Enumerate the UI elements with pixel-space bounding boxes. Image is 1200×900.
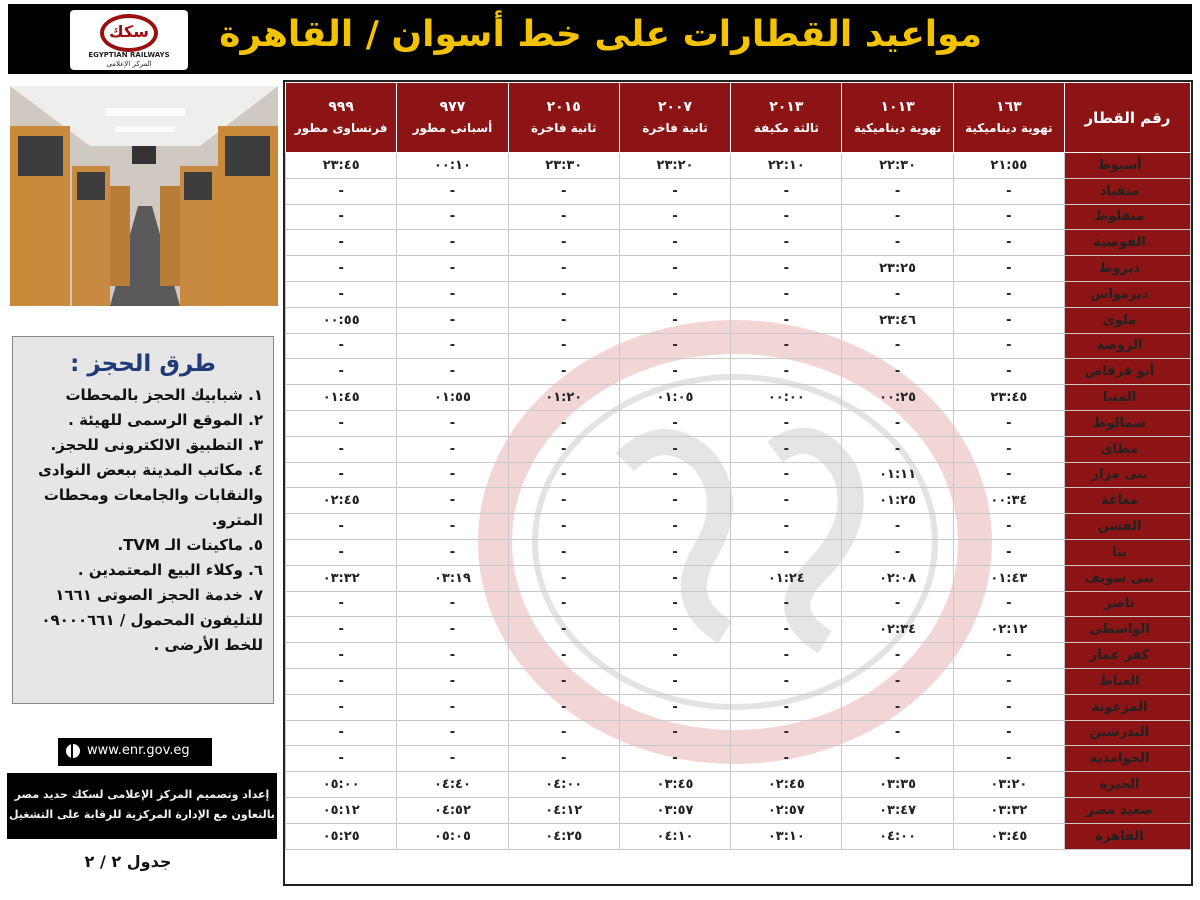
departure-time-cell: -: [508, 230, 619, 256]
departure-time-cell: -: [731, 359, 842, 385]
train-number: ٩٧٧: [439, 99, 466, 115]
departure-time-cell: ٠٣:٣٢: [953, 797, 1064, 823]
departure-time-cell: -: [953, 256, 1064, 282]
departure-time-cell: ٠٣:٤٥: [619, 772, 730, 798]
logo-english-name: EGYPTIAN RAILWAYS: [88, 51, 170, 59]
departure-time-cell: -: [508, 204, 619, 230]
table-row: [286, 823, 1191, 849]
table-row: [286, 333, 1191, 359]
train-class: ثانية فاخرة: [531, 121, 597, 135]
departure-time-cell: -: [953, 230, 1064, 256]
departure-time-cell: ٢٣:٢٥: [842, 256, 953, 282]
departure-time-cell: -: [397, 178, 508, 204]
departure-time-cell: -: [619, 539, 730, 565]
departure-time-cell: -: [953, 462, 1064, 488]
departure-time-cell: ٠١:٥٥: [397, 385, 508, 411]
table-row: [286, 153, 1191, 179]
train-class: تهوية ديناميكية: [853, 121, 942, 135]
departure-time-cell: ٠٤:٢٥: [508, 823, 619, 849]
departure-time-cell: -: [286, 643, 397, 669]
departure-time-cell: -: [731, 539, 842, 565]
booking-item: ٤. مكاتب المدينة ببعض النوادى: [38, 461, 263, 479]
departure-time-cell: -: [953, 539, 1064, 565]
departure-time-cell: -: [397, 359, 508, 385]
departure-time-cell: -: [619, 410, 730, 436]
departure-time-cell: -: [508, 643, 619, 669]
departure-time-cell: -: [508, 333, 619, 359]
table-row: [286, 230, 1191, 256]
departure-time-cell: ٠٥:٠٥: [397, 823, 508, 849]
departure-time-cell: ٠٠:٥٥: [286, 307, 397, 333]
table-row: [286, 281, 1191, 307]
table-row: [286, 178, 1191, 204]
departure-time-cell: -: [397, 462, 508, 488]
departure-time-cell: -: [842, 436, 953, 462]
logo-mark: سكك: [109, 22, 149, 41]
departure-time-cell: -: [731, 410, 842, 436]
departure-time-cell: ٢٣:٣٠: [508, 153, 619, 179]
departure-time-cell: -: [508, 565, 619, 591]
table-row: [286, 797, 1191, 823]
table-row: [286, 514, 1191, 540]
departure-time-cell: -: [842, 514, 953, 540]
departure-time-cell: -: [842, 720, 953, 746]
departure-time-cell: -: [508, 514, 619, 540]
train-column-header: [619, 83, 730, 153]
booking-title: طرق الحجز :: [70, 351, 216, 377]
departure-time-cell: ٢٣:٤٥: [286, 153, 397, 179]
departure-time-cell: ٠٣:٤٥: [953, 823, 1064, 849]
departure-time-cell: -: [731, 694, 842, 720]
logo-emblem: [100, 14, 158, 52]
departure-time-cell: -: [619, 488, 730, 514]
station-name: صعيد مصر: [1065, 797, 1191, 823]
table-row: [286, 256, 1191, 282]
departure-time-cell: -: [731, 617, 842, 643]
departure-time-cell: -: [397, 668, 508, 694]
departure-time-cell: -: [286, 746, 397, 772]
departure-time-cell: -: [508, 539, 619, 565]
departure-time-cell: ٢٢:٣٠: [842, 153, 953, 179]
departure-time-cell: -: [508, 617, 619, 643]
departure-time-cell: -: [397, 514, 508, 540]
booking-item: ١. شبابيك الحجز بالمحطات: [65, 386, 263, 404]
departure-time-cell: -: [619, 230, 730, 256]
departure-time-cell: ٠٣:٤٧: [842, 797, 953, 823]
station-name: بنى سويف: [1065, 565, 1191, 591]
departure-time-cell: -: [286, 230, 397, 256]
booking-item: ٣. التطبيق الالكترونى للحجز.: [50, 436, 263, 454]
station-name: مغاغة: [1065, 488, 1191, 514]
departure-time-cell: -: [508, 307, 619, 333]
departure-time-cell: -: [842, 281, 953, 307]
departure-time-cell: -: [953, 307, 1064, 333]
departure-time-cell: ٢٣:٤٦: [842, 307, 953, 333]
departure-time-cell: -: [286, 720, 397, 746]
departure-time-cell: -: [397, 720, 508, 746]
departure-time-cell: -: [619, 436, 730, 462]
departure-time-cell: -: [842, 591, 953, 617]
station-name: المزغونة: [1065, 694, 1191, 720]
departure-time-cell: -: [731, 333, 842, 359]
departure-time-cell: -: [286, 436, 397, 462]
table-row: [286, 643, 1191, 669]
departure-time-cell: -: [397, 539, 508, 565]
departure-time-cell: -: [397, 694, 508, 720]
website-badge: [58, 738, 212, 766]
table-row: [286, 462, 1191, 488]
departure-time-cell: ٠٤:٠٠: [842, 823, 953, 849]
table-row: [286, 307, 1191, 333]
table-row: [286, 617, 1191, 643]
departure-time-cell: -: [286, 462, 397, 488]
departure-time-cell: -: [731, 230, 842, 256]
departure-time-cell: -: [397, 643, 508, 669]
departure-time-cell: ٠٢:٥٧: [731, 797, 842, 823]
departure-time-cell: -: [619, 462, 730, 488]
station-name: مطاى: [1065, 436, 1191, 462]
station-name: أبو قرقاص: [1065, 359, 1191, 385]
departure-time-cell: ٠٠:٠٠: [731, 385, 842, 411]
departure-time-cell: -: [731, 591, 842, 617]
departure-time-cell: -: [842, 359, 953, 385]
station-name: البدرشين: [1065, 720, 1191, 746]
departure-time-cell: -: [286, 668, 397, 694]
credit-line: بالتعاون مع الإدارة المركزية للرقابة على التشغيل: [9, 808, 275, 821]
departure-time-cell: -: [619, 178, 730, 204]
departure-time-cell: -: [286, 204, 397, 230]
departure-time-cell: ٢٣:٢٠: [619, 153, 730, 179]
train-column-header: [842, 83, 953, 153]
departure-time-cell: -: [508, 178, 619, 204]
departure-time-cell: ٠٠:١٠: [397, 153, 508, 179]
departure-time-cell: -: [397, 410, 508, 436]
station-name: القوصية: [1065, 230, 1191, 256]
credit-box: [7, 773, 277, 839]
departure-time-cell: -: [953, 436, 1064, 462]
train-column-header: [508, 83, 619, 153]
departure-time-cell: -: [731, 720, 842, 746]
departure-time-cell: -: [731, 488, 842, 514]
title-bar: [8, 4, 1192, 74]
departure-time-cell: -: [731, 256, 842, 282]
departure-time-cell: ٠٢:٤٥: [731, 772, 842, 798]
departure-time-cell: -: [842, 643, 953, 669]
departure-time-cell: -: [953, 410, 1064, 436]
departure-time-cell: -: [953, 668, 1064, 694]
table-header-row: [286, 83, 1191, 153]
departure-time-cell: ٠١:٢٤: [731, 565, 842, 591]
departure-time-cell: -: [731, 436, 842, 462]
globe-icon: [66, 744, 80, 758]
train-column-header: [731, 83, 842, 153]
departure-time-cell: -: [842, 410, 953, 436]
table-row: [286, 694, 1191, 720]
departure-time-cell: -: [508, 746, 619, 772]
departure-time-cell: -: [619, 514, 730, 540]
table-row: [286, 720, 1191, 746]
departure-time-cell: -: [286, 410, 397, 436]
booking-item: ٥. ماكينات الـ TVM.: [117, 536, 263, 554]
station-name: العياط: [1065, 668, 1191, 694]
departure-time-cell: ٠٤:١٠: [619, 823, 730, 849]
booking-item: للتليفون المحمول / ٠٩٠٠٠٦٦١: [41, 611, 263, 629]
station-name: سمالوط: [1065, 410, 1191, 436]
departure-time-cell: -: [953, 178, 1064, 204]
departure-time-cell: -: [731, 668, 842, 694]
departure-time-cell: -: [397, 256, 508, 282]
departure-time-cell: ٠١:٤٥: [286, 385, 397, 411]
departure-time-cell: -: [731, 281, 842, 307]
departure-time-cell: -: [397, 436, 508, 462]
departure-time-cell: -: [842, 333, 953, 359]
table-row: [286, 436, 1191, 462]
departure-time-cell: ٠٣:٢٠: [953, 772, 1064, 798]
departure-time-cell: -: [397, 617, 508, 643]
train-number: ٢٠٠٧: [657, 99, 693, 115]
departure-time-cell: ٠٢:٣٤: [842, 617, 953, 643]
station-name: منفلوط: [1065, 204, 1191, 230]
departure-time-cell: -: [953, 204, 1064, 230]
departure-time-cell: -: [397, 488, 508, 514]
departure-time-cell: -: [508, 720, 619, 746]
train-number-header: رقم القطار: [1065, 83, 1191, 153]
egyptian-railways-logo: [70, 10, 188, 70]
train-class: فرنساوى مطور: [294, 121, 388, 135]
departure-time-cell: ٢١:٥٥: [953, 153, 1064, 179]
departure-time-cell: -: [953, 720, 1064, 746]
departure-time-cell: -: [397, 591, 508, 617]
station-name: منقباد: [1065, 178, 1191, 204]
departure-time-cell: ٠١:٠٥: [619, 385, 730, 411]
departure-time-cell: ٠١:٤٣: [953, 565, 1064, 591]
departure-time-cell: -: [286, 539, 397, 565]
booking-item: للخط الأرضى .: [153, 636, 263, 654]
departure-time-cell: ٠٢:٠٨: [842, 565, 953, 591]
departure-time-cell: ٠٣:١٠: [731, 823, 842, 849]
departure-time-cell: -: [953, 591, 1064, 617]
departure-time-cell: -: [286, 178, 397, 204]
departure-time-cell: -: [842, 668, 953, 694]
booking-methods-box: [12, 336, 274, 704]
table-row: [286, 385, 1191, 411]
station-name: الروضة: [1065, 333, 1191, 359]
departure-time-cell: -: [508, 694, 619, 720]
departure-time-cell: -: [619, 668, 730, 694]
departure-time-cell: ٠٥:٠٠: [286, 772, 397, 798]
departure-time-cell: -: [619, 617, 730, 643]
departure-time-cell: -: [953, 514, 1064, 540]
departure-time-cell: ٠٢:٤٥: [286, 488, 397, 514]
departure-time-cell: -: [619, 720, 730, 746]
table-row: [286, 746, 1191, 772]
departure-time-cell: ٠٤:٠٠: [508, 772, 619, 798]
page-title: مواعيد القطارات على خط أسوان / القاهرة: [219, 14, 982, 55]
departure-time-cell: -: [508, 359, 619, 385]
departure-time-cell: -: [286, 256, 397, 282]
departure-time-cell: -: [397, 281, 508, 307]
station-name: ملوى: [1065, 307, 1191, 333]
station-name: الواسطى: [1065, 617, 1191, 643]
departure-time-cell: -: [842, 230, 953, 256]
departure-time-cell: -: [508, 410, 619, 436]
departure-time-cell: -: [953, 333, 1064, 359]
station-name: ديروط: [1065, 256, 1191, 282]
sheet-number: جدول ٢ / ٢: [84, 852, 172, 871]
website-url: www.enr.gov.eg: [87, 743, 190, 758]
table-row: [286, 204, 1191, 230]
departure-time-cell: -: [842, 178, 953, 204]
train-class: أسبانى مطور: [412, 121, 493, 135]
train-class: ثانية فاخرة: [642, 121, 708, 135]
train-interior-photo: [10, 86, 278, 306]
train-column-header: [397, 83, 508, 153]
departure-time-cell: -: [953, 643, 1064, 669]
departure-time-cell: -: [619, 204, 730, 230]
departure-time-cell: -: [731, 204, 842, 230]
table-row: [286, 565, 1191, 591]
schedule-body: [286, 153, 1191, 850]
departure-time-cell: -: [842, 746, 953, 772]
departure-time-cell: -: [619, 307, 730, 333]
departure-time-cell: -: [619, 333, 730, 359]
departure-time-cell: ٠٢:١٢: [953, 617, 1064, 643]
schedule-table-container: [283, 80, 1193, 886]
departure-time-cell: -: [953, 694, 1064, 720]
departure-time-cell: -: [731, 462, 842, 488]
train-column-header: [953, 83, 1064, 153]
departure-time-cell: ٠٥:٢٥: [286, 823, 397, 849]
departure-time-cell: -: [508, 256, 619, 282]
station-name: ببا: [1065, 539, 1191, 565]
departure-time-cell: -: [731, 178, 842, 204]
departure-time-cell: -: [731, 514, 842, 540]
station-name: الحوامدية: [1065, 746, 1191, 772]
departure-time-cell: ٠١:٢٠: [508, 385, 619, 411]
departure-time-cell: -: [397, 333, 508, 359]
departure-time-cell: -: [397, 230, 508, 256]
logo-arabic-name: المركز الإعلامى: [106, 60, 152, 68]
departure-time-cell: ٠٤:١٢: [508, 797, 619, 823]
departure-time-cell: ٠٣:٣٥: [842, 772, 953, 798]
station-name: الجيزة: [1065, 772, 1191, 798]
departure-time-cell: ٠٣:٣٢: [286, 565, 397, 591]
departure-time-cell: -: [731, 746, 842, 772]
booking-item: ٧. خدمة الحجز الصوتى ١٦٦١: [55, 586, 263, 604]
credit-line: إعداد وتصميم المركز الإعلامى لسكك حديد مصر: [14, 788, 270, 801]
train-column-header: [286, 83, 397, 153]
departure-time-cell: -: [508, 668, 619, 694]
departure-time-cell: -: [619, 565, 730, 591]
departure-time-cell: ٠٠:٢٥: [842, 385, 953, 411]
train-class: تهوية ديناميكية: [965, 121, 1053, 135]
departure-time-cell: -: [619, 256, 730, 282]
departure-time-cell: -: [619, 694, 730, 720]
station-name: القاهرة: [1065, 823, 1191, 849]
departure-time-cell: -: [619, 359, 730, 385]
station-name: كفر عمار: [1065, 643, 1191, 669]
departure-time-cell: -: [842, 539, 953, 565]
train-class: ثالثة مكيفة: [753, 121, 819, 135]
departure-time-cell: ٠١:٢٥: [842, 488, 953, 514]
departure-time-cell: -: [286, 591, 397, 617]
train-number: ١٦٣: [996, 99, 1022, 115]
departure-time-cell: -: [842, 204, 953, 230]
departure-time-cell: -: [953, 746, 1064, 772]
table-row: [286, 668, 1191, 694]
departure-time-cell: -: [953, 359, 1064, 385]
station-name: المنيا: [1065, 385, 1191, 411]
train-number: ٢٠١٥: [546, 99, 581, 115]
table-row: [286, 591, 1191, 617]
departure-time-cell: -: [508, 488, 619, 514]
departure-time-cell: -: [286, 514, 397, 540]
departure-time-cell: ٠٠:٣٤: [953, 488, 1064, 514]
departure-time-cell: -: [619, 591, 730, 617]
departure-time-cell: -: [731, 643, 842, 669]
departure-time-cell: -: [953, 281, 1064, 307]
departure-time-cell: -: [619, 746, 730, 772]
departure-time-cell: ٢٣:٤٥: [953, 385, 1064, 411]
train-number: ٢٠١٣: [769, 99, 804, 115]
departure-time-cell: -: [731, 307, 842, 333]
departure-time-cell: -: [286, 617, 397, 643]
train-number: ١٠١٣: [880, 99, 915, 115]
departure-time-cell: -: [508, 281, 619, 307]
departure-time-cell: ٠٤:٥٢: [397, 797, 508, 823]
table-row: [286, 488, 1191, 514]
departure-time-cell: ٢٢:١٠: [731, 153, 842, 179]
train-number: ٩٩٩: [328, 99, 354, 115]
departure-time-cell: -: [619, 281, 730, 307]
departure-time-cell: -: [286, 359, 397, 385]
table-row: [286, 359, 1191, 385]
station-name: الفشن: [1065, 514, 1191, 540]
departure-time-cell: -: [842, 694, 953, 720]
departure-time-cell: -: [508, 436, 619, 462]
departure-time-cell: -: [397, 204, 508, 230]
table-row: [286, 772, 1191, 798]
table-row: [286, 539, 1191, 565]
booking-item: ٦. وكلاء البيع المعتمدين .: [77, 561, 263, 579]
departure-time-cell: -: [286, 694, 397, 720]
station-name: ديرمواس: [1065, 281, 1191, 307]
departure-time-cell: ٠١:١١: [842, 462, 953, 488]
departure-time-cell: ٠٣:١٩: [397, 565, 508, 591]
schedule-table: [285, 82, 1191, 850]
booking-item: والنقابات والجامعات ومحطات المترو.: [43, 486, 263, 529]
station-name: أسيوط: [1065, 153, 1191, 179]
departure-time-cell: ٠٤:٤٠: [397, 772, 508, 798]
departure-time-cell: -: [286, 333, 397, 359]
table-row: [286, 410, 1191, 436]
station-name: بنى مزار: [1065, 462, 1191, 488]
departure-time-cell: -: [508, 462, 619, 488]
departure-time-cell: -: [508, 591, 619, 617]
departure-time-cell: ٠٥:١٢: [286, 797, 397, 823]
departure-time-cell: -: [397, 307, 508, 333]
booking-item: ٢. الموقع الرسمى للهيئة .: [68, 411, 263, 429]
departure-time-cell: ٠٣:٥٧: [619, 797, 730, 823]
station-name: ناصر: [1065, 591, 1191, 617]
departure-time-cell: -: [619, 643, 730, 669]
departure-time-cell: -: [286, 281, 397, 307]
departure-time-cell: -: [397, 746, 508, 772]
